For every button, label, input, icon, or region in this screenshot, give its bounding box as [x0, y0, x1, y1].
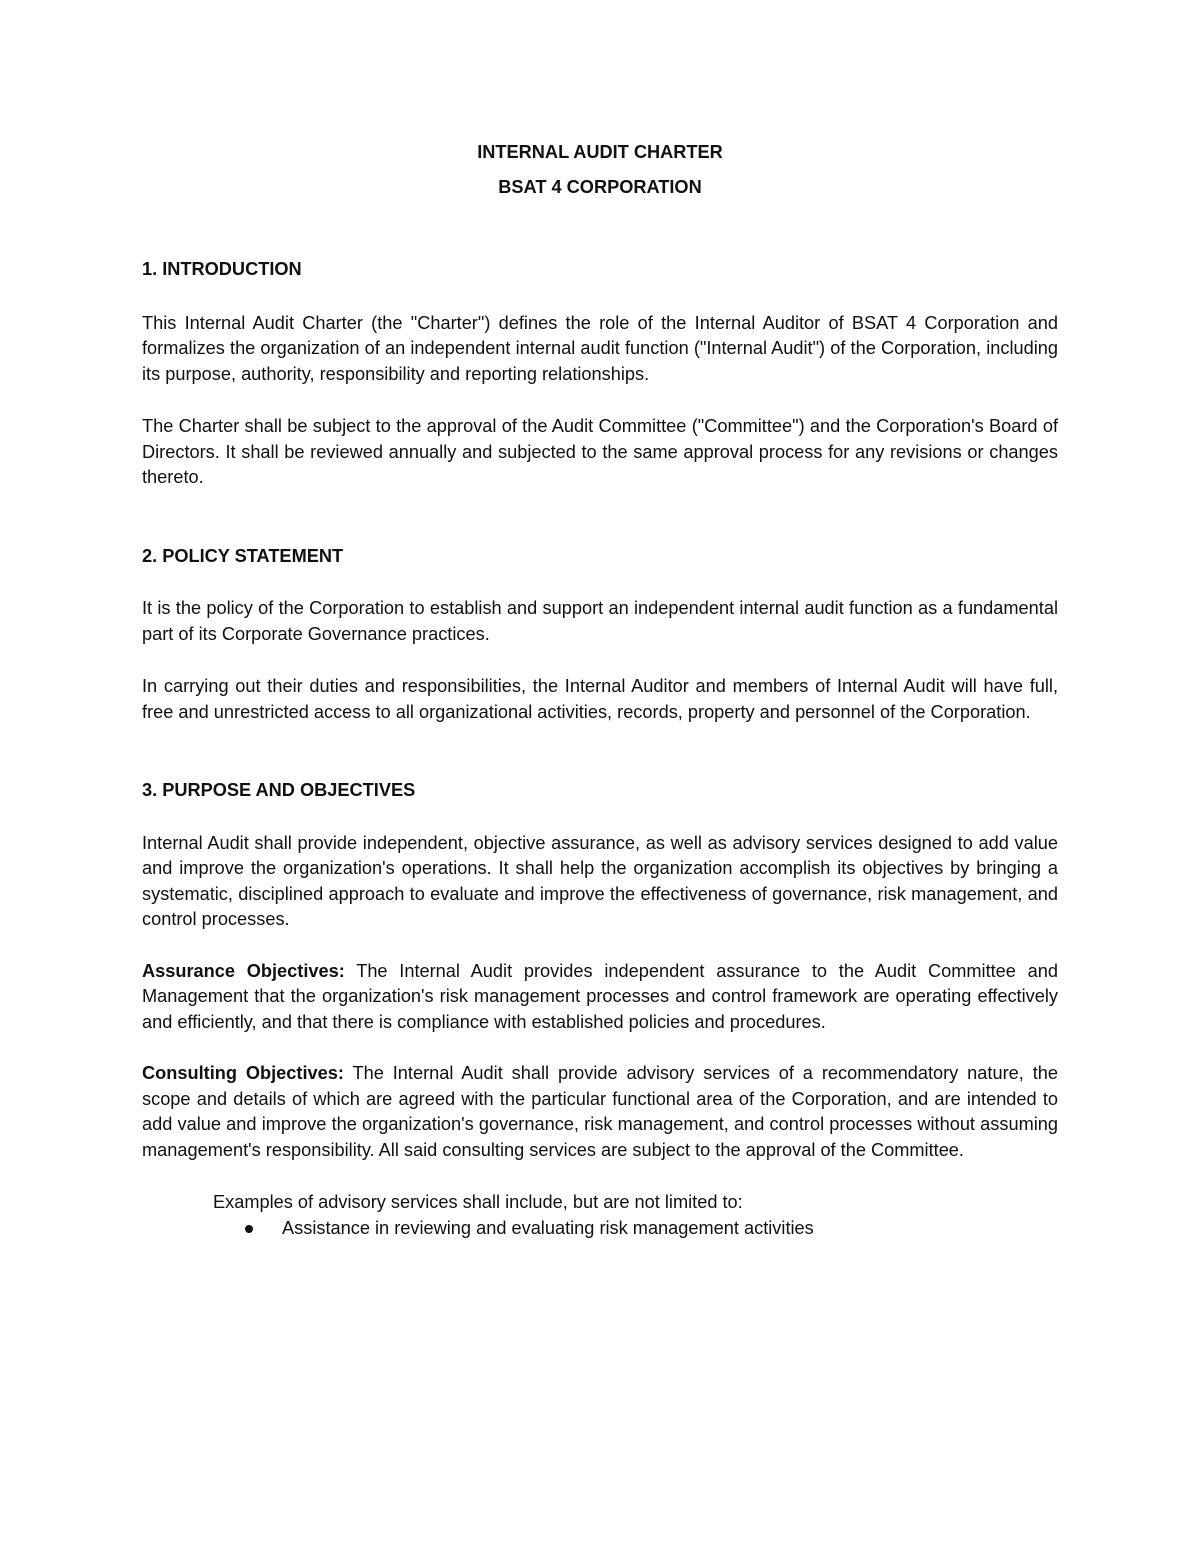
- section-heading-policy: 2. POLICY STATEMENT: [142, 545, 344, 566]
- assurance-objectives-label: Assurance Objectives:: [142, 960, 345, 981]
- advisory-examples-list: [213, 1216, 1058, 1242]
- policy-paragraph-1: It is the policy of the Corporation to establish and support an independent internal audit function as a fundamental part of its Corporate Governance practices.: [142, 598, 1058, 644]
- assurance-objectives-paragraph: [142, 959, 1058, 1036]
- consulting-objectives-text: The Internal Audit shall provide advisory services of a recommendatory nature, the scope and details of which are agreed with the particular functional area of the Corporation, and are intended to add value and improve the organization's governance, risk management, and control processes without assuming management's responsibility. All said consulting services are subject to the approval of the Committee.: [142, 1063, 1058, 1160]
- assurance-objectives-text: The Internal Audit provides independent assurance to the Audit Committee and Management that the organization's risk management processes and control framework are operating effectively and efficiently, and that there is compliance with established policies and procedures.: [142, 960, 1058, 1032]
- document-body: [142, 140, 1058, 1241]
- list-item-text: Assistance in reviewing and evaluating risk management activities: [282, 1217, 814, 1238]
- policy-paragraph-2: In carrying out their duties and responsibilities, the Internal Auditor and members of Internal Audit will have full, free and unrestricted access to all organizational activities, records, property and personnel of the Corporation.: [142, 676, 1058, 722]
- list-item: [213, 1216, 1058, 1242]
- section-heading-introduction: 1. INTRODUCTION: [142, 259, 302, 279]
- advisory-examples-intro: Examples of advisory services shall include, but are not limited to:: [213, 1192, 743, 1212]
- introduction-paragraph-1: This Internal Audit Charter (the "Charter") defines the role of the Internal Auditor of BSAT 4 Corporation and formalizes the organization of an independent internal audit function ("Internal Audit") of the Corporation, including its purpose, authority, responsibility and reporting relationships.: [142, 312, 1058, 384]
- advisory-examples: [213, 1190, 1058, 1241]
- consulting-objectives-paragraph: [142, 1061, 1058, 1163]
- section-heading-purpose: 3. PURPOSE AND OBJECTIVES: [142, 780, 416, 800]
- document-title: INTERNAL AUDIT CHARTER: [477, 142, 723, 162]
- purpose-paragraph-1: Internal Audit shall provide independent, objective assurance, as well as advisory services designed to add value and improve the organization's operations. It shall help the organization accomplish its objectives by bringing a systematic, disciplined approach to evaluate and improve the effectiveness of governance, risk management, and control processes.: [142, 832, 1058, 929]
- document-subtitle: BSAT 4 CORPORATION: [498, 176, 702, 197]
- introduction-paragraph-2: The Charter shall be subject to the approval of the Audit Committee ("Committee") and the Corporation's Board of Directors. It shall be reviewed annually and subjected to the same approval process for any revisions or changes thereto.: [142, 416, 1058, 487]
- bullet-icon: [245, 1225, 253, 1233]
- consulting-objectives-label: Consulting Objectives:: [142, 1063, 344, 1083]
